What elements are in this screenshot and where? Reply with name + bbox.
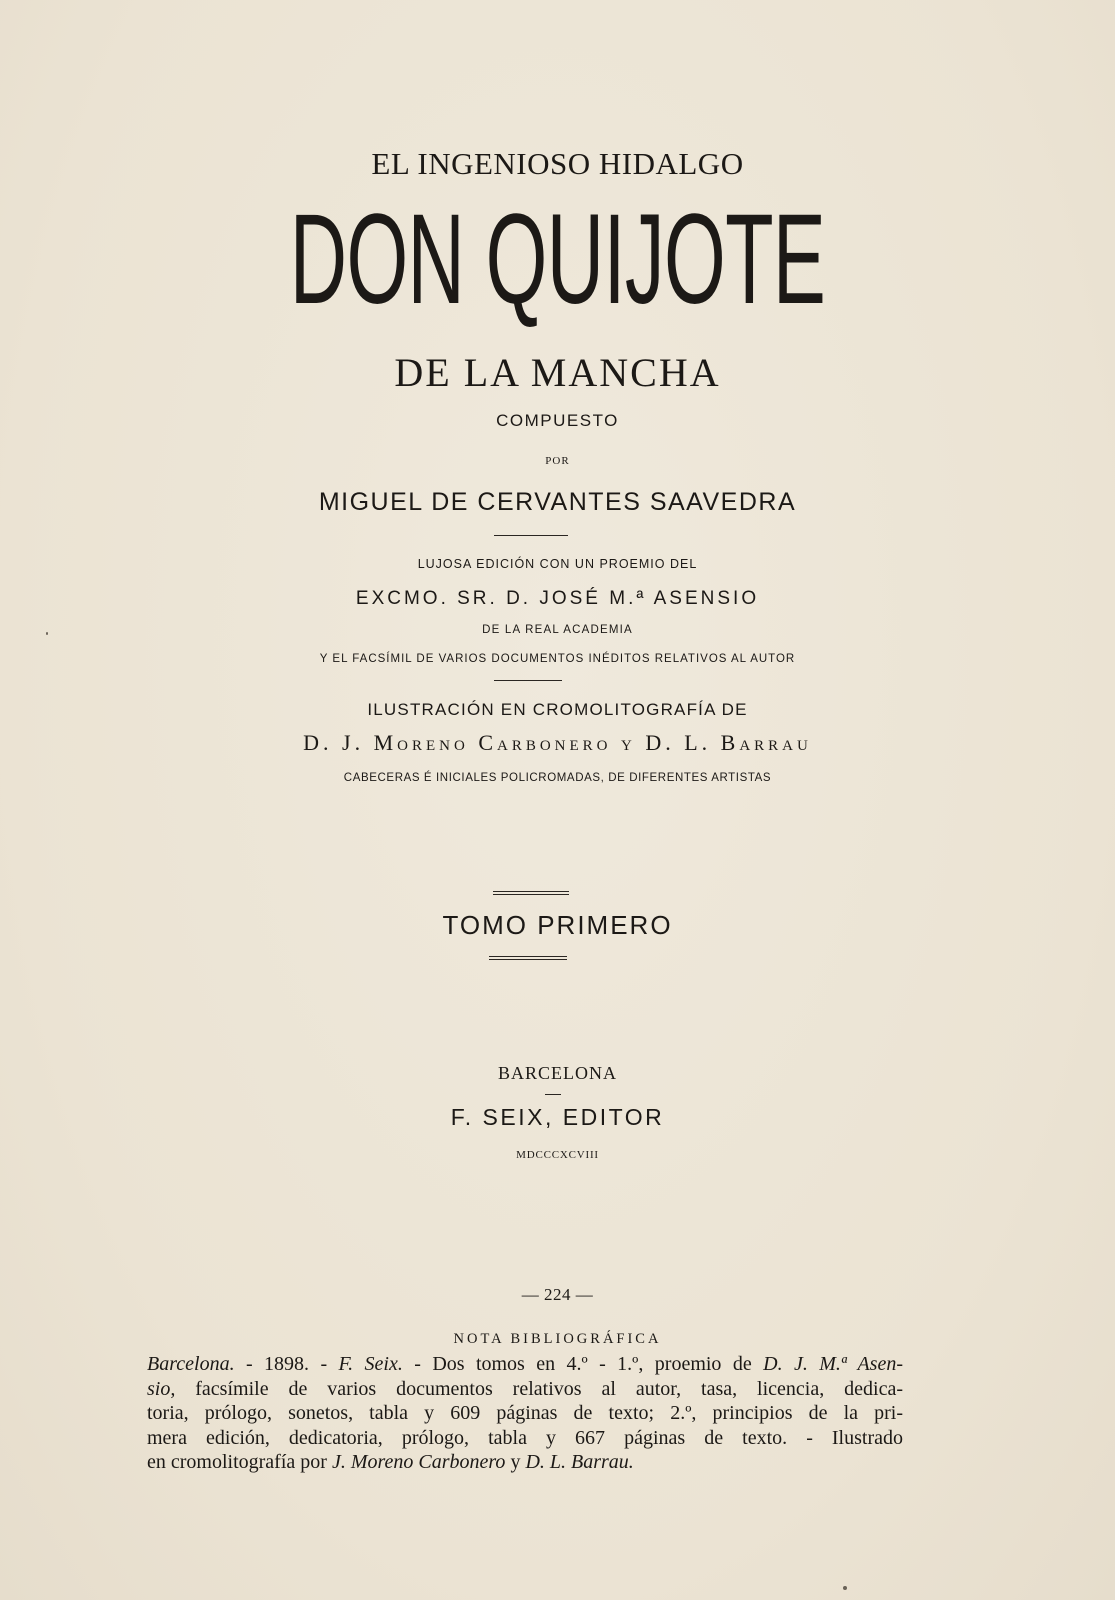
main-title: DON QUIJOTE bbox=[289, 188, 826, 331]
compuesto-label: COMPUESTO bbox=[496, 411, 619, 430]
divider-dash bbox=[545, 1094, 561, 1095]
divider-double-rule bbox=[493, 891, 569, 892]
headers-line: CABECERAS É INICIALES POLICROMADAS, DE DIFERENTES ARTISTAS bbox=[343, 772, 772, 784]
facsimile-line: Y EL FACSÍMIL DE VARIOS DOCUMENTOS INÉDITOS RELATIVOS AL AUTOR bbox=[319, 653, 796, 665]
note-line: toria, prólogo, sonetos, tabla y 609 páginas de texto; 2.º, principios de la pri- bbox=[147, 1402, 903, 1424]
note-text: en cromolitografía por bbox=[147, 1451, 332, 1473]
bibliographic-note bbox=[147, 1352, 903, 1475]
note-proemio-author: sio, bbox=[147, 1377, 176, 1400]
proemio-author: EXCMO. SR. D. JOSÉ M.ª ASENSIO bbox=[355, 588, 760, 609]
divider-double-rule bbox=[489, 956, 567, 957]
note-text: - Dos tomos en 4.º - 1.º, proemio de bbox=[402, 1353, 764, 1375]
paper-speck bbox=[46, 632, 48, 635]
note-illustrator: J. Moreno Carbonero bbox=[331, 1451, 506, 1473]
author-name: MIGUEL DE CERVANTES SAAVEDRA bbox=[318, 488, 797, 516]
note-year: - 1898. - bbox=[234, 1353, 339, 1375]
note-place: Barcelona. bbox=[147, 1353, 235, 1375]
note-text: facsímile de varios documentos relativos al autor, tasa, licencia, dedica- bbox=[175, 1377, 903, 1400]
note-publisher: F. Seix. bbox=[338, 1353, 403, 1375]
note-illustrator: D. L. Barrau. bbox=[525, 1451, 634, 1473]
por-label: POR bbox=[545, 455, 570, 467]
note-line: mera edición, dedicatoria, prólogo, tabla y 667 páginas de texto. - Ilustrado bbox=[147, 1426, 903, 1449]
illustration-line: ILUSTRACIÓN EN CROMOLITOGRAFÍA DE bbox=[367, 700, 748, 719]
page-number: — 224 — bbox=[521, 1285, 594, 1304]
illustrators-line: D. J. Moreno Carbonero y D. L. Barrau bbox=[303, 730, 812, 755]
academy-line: DE LA REAL ACADEMIA bbox=[482, 624, 633, 636]
volume-label: TOMO PRIMERO bbox=[442, 910, 673, 940]
divider-rule bbox=[494, 680, 562, 681]
paper-speck bbox=[843, 1586, 847, 1590]
note-text: y bbox=[505, 1451, 526, 1473]
publication-year: MDCCCXCVIII bbox=[516, 1149, 599, 1161]
divider-rule bbox=[494, 535, 568, 536]
publisher: F. SEIX, EDITOR bbox=[450, 1104, 665, 1130]
pretitle: EL INGENIOSO HIDALGO bbox=[371, 146, 744, 181]
note-proemio-author: D. J. M.ª Asen- bbox=[763, 1353, 903, 1375]
note-line bbox=[147, 1352, 903, 1377]
subtitle: DE LA MANCHA bbox=[394, 350, 721, 395]
edition-line: LUJOSA EDICIÓN CON UN PROEMIO DEL bbox=[417, 557, 698, 571]
city: BARCELONA bbox=[497, 1063, 617, 1083]
note-heading: NOTA BIBLIOGRÁFICA bbox=[453, 1331, 662, 1347]
note-line bbox=[147, 1450, 903, 1475]
note-line bbox=[147, 1377, 903, 1402]
